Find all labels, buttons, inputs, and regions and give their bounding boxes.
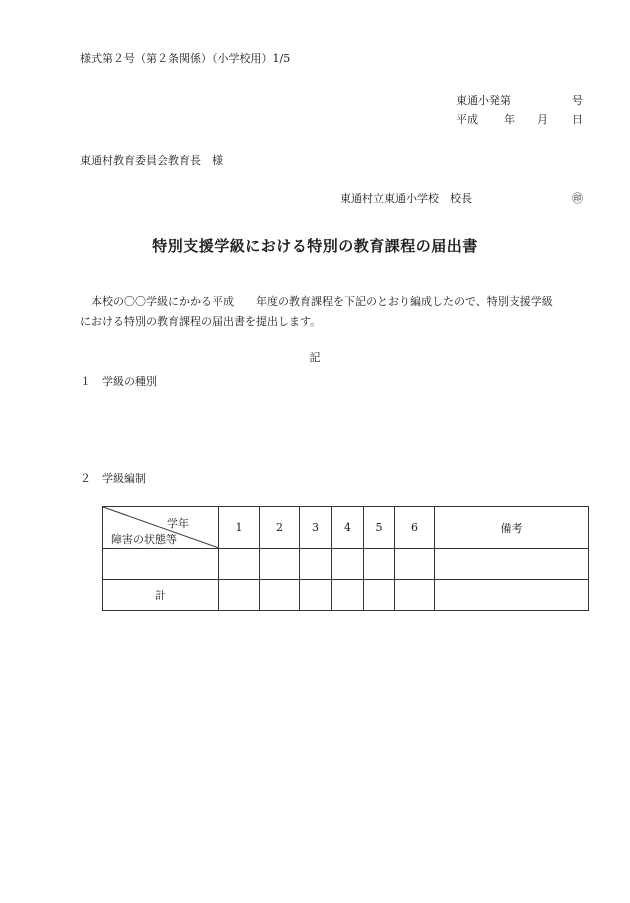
table-cell (300, 549, 332, 580)
table-cell (364, 549, 395, 580)
body-line-1: 本校の〇〇学級にかかる平成 年度の教育課程を下記のとおり編成したので、特別支援学級 (91, 295, 553, 308)
date-era: 平成 (456, 113, 478, 126)
section-label: 学級編制 (102, 472, 146, 485)
corner-header-cell (103, 507, 219, 549)
section-class-type (80, 373, 157, 389)
table-cell (300, 580, 332, 611)
seal-mark: ㊞ (572, 192, 583, 205)
grade-header-5: 5 (364, 507, 395, 549)
table-cell (435, 549, 589, 580)
table-cell (219, 549, 260, 580)
table-row (103, 549, 589, 580)
addressee: 東通村教育委員会教育長 様 (80, 154, 223, 167)
total-row (103, 580, 589, 611)
corner-label-grade: 学年 (167, 517, 189, 530)
table-cell (435, 580, 589, 611)
total-label-cell: 計 (103, 580, 219, 611)
ki-heading: 記 (309, 351, 321, 364)
section-class-organization (80, 470, 146, 486)
corner-label-disability: 障害の状態等 (111, 533, 177, 546)
table-header-row (103, 507, 589, 549)
remarks-header: 備考 (435, 507, 589, 549)
class-organization-table (102, 506, 589, 611)
grade-header-1: 1 (219, 507, 260, 549)
doc-number-suffix: 号 (572, 94, 583, 107)
table-cell (260, 580, 300, 611)
table-cell (395, 549, 435, 580)
grade-header-2: 2 (260, 507, 300, 549)
grade-header-3: 3 (300, 507, 332, 549)
table-cell (103, 549, 219, 580)
form-reference: 様式第２号（第２条関係）（小学校用）1/5 (80, 52, 291, 65)
body-text (80, 292, 590, 332)
table-cell (219, 580, 260, 611)
table-cell (332, 549, 364, 580)
grade-header-6: 6 (395, 507, 435, 549)
date-month-unit: 月 (537, 113, 548, 126)
body-line-2: における特別の教育課程の届出書を提出します。 (80, 315, 322, 328)
document-title: 特別支援学級における特別の教育課程の届出書 (152, 237, 478, 255)
date-year-unit: 年 (504, 113, 515, 126)
date-day-unit: 日 (572, 113, 583, 126)
table-cell (395, 580, 435, 611)
section-number: ２ (80, 472, 91, 485)
section-number: １ (80, 375, 91, 388)
section-label: 学級の種別 (102, 375, 157, 388)
table-cell (332, 580, 364, 611)
sender (340, 190, 583, 206)
table-cell (364, 580, 395, 611)
table-cell (260, 549, 300, 580)
sender-name: 東通村立東通小学校 校長 (340, 192, 472, 205)
doc-number-prefix: 東通小発第 (456, 94, 511, 107)
grade-header-4: 4 (332, 507, 364, 549)
